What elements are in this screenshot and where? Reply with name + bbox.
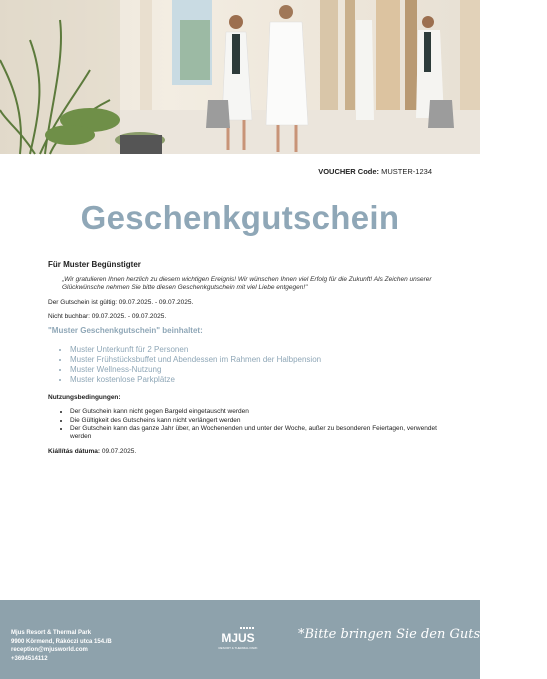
voucher-code-value: MUSTER-1234 bbox=[381, 167, 432, 176]
mjus-logo bbox=[216, 626, 260, 657]
list-item: • Der Gutschein kann nicht gegen Bargeld eingetauscht werden bbox=[70, 408, 438, 416]
hero-photo bbox=[0, 0, 480, 154]
list-item: • Muster kostenlose Parkplätze bbox=[70, 375, 438, 385]
company-phone[interactable]: +3694514112 bbox=[11, 655, 48, 662]
logo-subtext: RESORT & THERMAL PARK bbox=[218, 646, 258, 650]
validity-line: Der Gutschein ist gültig: 09.07.2025. - 09.07.2025. bbox=[48, 298, 194, 306]
list-item: • Muster Frühstücksbuffet und Abendessen im Rahmen der Halbpension bbox=[70, 355, 438, 365]
includes-title: "Muster Geschenkgutschein" beinhaltet: bbox=[48, 326, 203, 336]
conditions-title: Nutzungsbedingungen: bbox=[48, 394, 121, 402]
issue-date bbox=[48, 448, 438, 456]
issue-date-value: 09.07.2025. bbox=[101, 448, 137, 456]
issue-date-label: Kiállítás dátuma: bbox=[48, 448, 101, 456]
company-name: Mjus Resort & Thermal Park bbox=[11, 630, 92, 636]
greeting-quote: „Wir gratulieren Ihnen herzlich zu diesem wichtigen Ereignis! Wir wünschen Ihnen viel Erfolg für die Zukunft! Als Zeichen unserer Glückwünsche nehmen Sie bitte diesen Geschenkgutschein mit viel Liebe entgegen!" bbox=[62, 276, 432, 292]
list-item: • Muster Wellness-Nutzung bbox=[70, 365, 438, 375]
voucher-code-label: VOUCHER Code: bbox=[318, 167, 380, 176]
list-item: • Der Gutschein kann das ganze Jahr über, an Wochenenden und unter der Woche, außer zu besonderen Feiertagen, verwendet werden bbox=[70, 425, 438, 441]
logo-text: MJUS bbox=[221, 631, 255, 645]
company-address: 9900 Körmend, Rákóczi utca 154./B bbox=[11, 638, 112, 645]
conditions-list bbox=[48, 408, 438, 441]
footer-contact bbox=[11, 629, 112, 663]
recipient-line: Für Muster Begünstigter bbox=[48, 260, 141, 269]
company-email[interactable]: reception@mjusworld.com bbox=[11, 647, 88, 654]
voucher-content bbox=[48, 261, 438, 456]
list-item: • Die Gültigkeit des Gutscheins kann nicht verlängert werden bbox=[70, 417, 438, 425]
list-item: • Muster Unterkunft für 2 Personen bbox=[70, 345, 438, 355]
voucher-code bbox=[318, 167, 432, 176]
mjus-logo-mark bbox=[216, 626, 260, 652]
includes-list bbox=[48, 345, 438, 385]
hero-photo-drawing bbox=[0, 0, 480, 154]
page-title: Geschenkgutschein bbox=[80, 199, 400, 236]
footer-slogan: *Bitte bringen Sie den Gutschein mit! bbox=[298, 627, 547, 642]
not-bookable-line: Nicht buchbar: 09.07.2025. - 09.07.2025. bbox=[48, 312, 167, 320]
